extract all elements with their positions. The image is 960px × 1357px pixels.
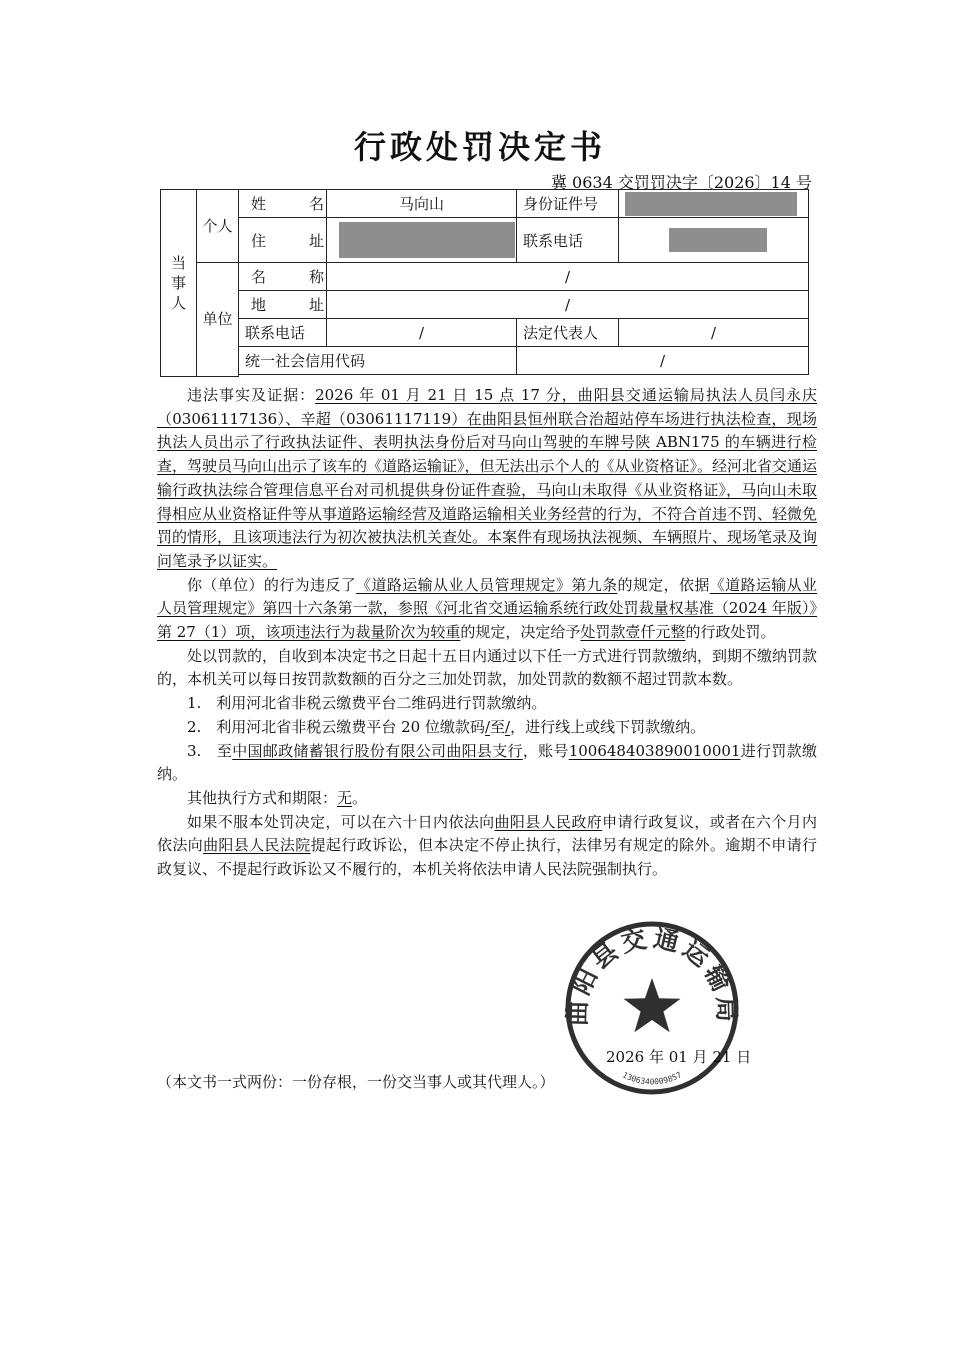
payment-method-2-text: 2. 利用河北省非税云缴费平台 20 位缴款码 (187, 717, 485, 736)
other-enforcement (157, 787, 817, 811)
litigation-court: 曲阳县人民法院 (203, 836, 311, 855)
phone-label: 联系电话 (517, 218, 619, 263)
party-group-label: 当事人 (161, 190, 197, 377)
address-cell (327, 218, 517, 263)
unit-label: 单位 (197, 263, 239, 377)
violation-paragraph (157, 574, 817, 645)
facts-paragraph (157, 384, 817, 574)
phone-redaction (669, 228, 767, 252)
payment-method-3 (157, 740, 817, 787)
bank-name: 中国邮政储蓄银行股份有限公司曲阳县支行 (232, 741, 523, 760)
violation-text-2: 的规定，依据 (617, 575, 710, 594)
seal-number: 1306340009857 (620, 1070, 684, 1087)
document-title: 行政处罚决定书 (353, 128, 606, 166)
name-label: 姓 名 (239, 190, 327, 218)
appeal-paragraph (157, 811, 817, 882)
payment-method-2-tail: ，进行线上或线下罚款缴纳。 (510, 717, 706, 736)
payment-code-from: / (484, 717, 490, 736)
id-number-redaction (625, 192, 797, 216)
legal-rep-value: / (619, 319, 809, 347)
payment-code-to-label: 至 (490, 717, 506, 736)
violation-text-3: 的规定，决定给予 (460, 623, 581, 642)
violated-provision: 《道路运输从业人员管理规定》第九条 (356, 575, 618, 594)
issue-date: 2026 年 01 月 21 日 (606, 1048, 752, 1066)
unit-phone-value: / (327, 319, 517, 347)
payment-intro: 处以罚款的，自收到本决定书之日起十五日内通过以下任一方式进行罚款缴纳，到期不缴纳罚款的，本机关可以每日按罚款数额的百分之三加处罚款，加处罚款的数额不超过罚款本数。 (157, 646, 818, 689)
other-enforcement-end: 。 (352, 788, 368, 807)
name-value: 马向山 (327, 190, 517, 218)
copies-note: （本文书一式两份：一份存根，一份交当事人或其代理人。） (157, 1073, 555, 1091)
document-body (157, 384, 817, 882)
appeal-text-1: 如果不服本处罚决定，可以在六十日内依法向 (187, 812, 495, 831)
id-number-label: 身份证件号 (517, 190, 619, 218)
unit-address-value: / (327, 291, 809, 319)
basis-provisions: 《道路运输从业人员管理规定》第四十六条第一款，参照《河北省交通运输系统行政处罚裁量权基准（2024 年版）》第 27（1）项，该项违法行为裁量阶次为较重 (157, 575, 817, 642)
address-label: 住 址 (239, 218, 327, 263)
party-info-table (160, 189, 809, 377)
account-label: ，账号 (522, 741, 569, 760)
account-number: 100648403890010001 (568, 741, 741, 760)
facts-text: 2026 年 01 月 21 日 15 点 17 分，曲阳县交通运输局执法人员闫永庆（03061117136）、辛超（03061117119）在曲阳县恒州联合治超站停车场进行执法检查，现场执法人员出示了行政执法证件、表明执法身份后对马向山驾驶的车牌号陕 ABN175 的车辆进行检查，驾驶员马向山出示了该车的《道路运输证》，但无法出示个人的《从业资格证》。经河北省交通运输行政执法综合管理信息平台对司机提供身份证件查验，马向山未取得《从业资格证》，马向山未取得相应从业资格证件等从事道路运输经营及道路运输相关业务经营的行为，不符合首违不罚、轻微免罚的情形，且该项违法行为初次被执法机关查处。本案件有现场执法视频、车辆照片、现场笔录及询问笔录予以证实。 (157, 386, 818, 570)
payment-method-3-text: 3. 至 (187, 741, 233, 760)
other-enforcement-value: 无 (337, 788, 353, 807)
violation-text-1: 你（单位）的行为违反了 (187, 575, 357, 594)
table-bottom-spacer (239, 375, 809, 377)
payment-method-2 (157, 716, 817, 740)
seal-text: 曲阳县交通运输局 (562, 923, 742, 1027)
review-authority: 曲阳县人民政府 (494, 812, 603, 831)
facts-lead: 违法事实及证据： (187, 386, 316, 404)
unit-name-label: 名 称 (239, 263, 327, 291)
official-seal (562, 918, 742, 1098)
individual-label: 个人 (197, 190, 239, 263)
payment-method-1: 1. 利用河北省非税云缴费平台二维码进行罚款缴纳。 (187, 694, 547, 713)
credit-code-value: / (517, 347, 809, 375)
penalty-amount: 处罚款壹仟元整 (580, 623, 686, 642)
seal-star-icon (624, 978, 681, 1032)
legal-rep-label: 法定代表人 (517, 319, 619, 347)
phone-cell (619, 218, 809, 263)
payment-method-3-tail: 进行罚款缴纳。 (157, 741, 817, 784)
credit-code-label: 统一社会信用代码 (239, 347, 517, 375)
appeal-text-2: 申请行政复议，或者在六个月内依法向 (157, 812, 817, 855)
violation-text-4: 的行政处罚。 (685, 623, 776, 642)
unit-address-label: 地 址 (239, 291, 327, 319)
unit-name-value: / (327, 263, 809, 291)
payment-code-to: / (505, 717, 511, 736)
appeal-text-3: 提起行政诉讼，但本决定不停止执行，法律另有规定的除外。逾期不申请行政复议、不提起行政诉讼又不履行的，本机关将依法申请人民法院强制执行。 (157, 836, 817, 879)
document-number: 冀 0634 交罚罚决字〔2026〕14 号 (550, 173, 812, 192)
id-number-cell (619, 190, 809, 218)
unit-phone-label: 联系电话 (239, 319, 327, 347)
other-enforcement-label: 其他执行方式和期限： (187, 788, 338, 807)
address-redaction (339, 222, 515, 258)
